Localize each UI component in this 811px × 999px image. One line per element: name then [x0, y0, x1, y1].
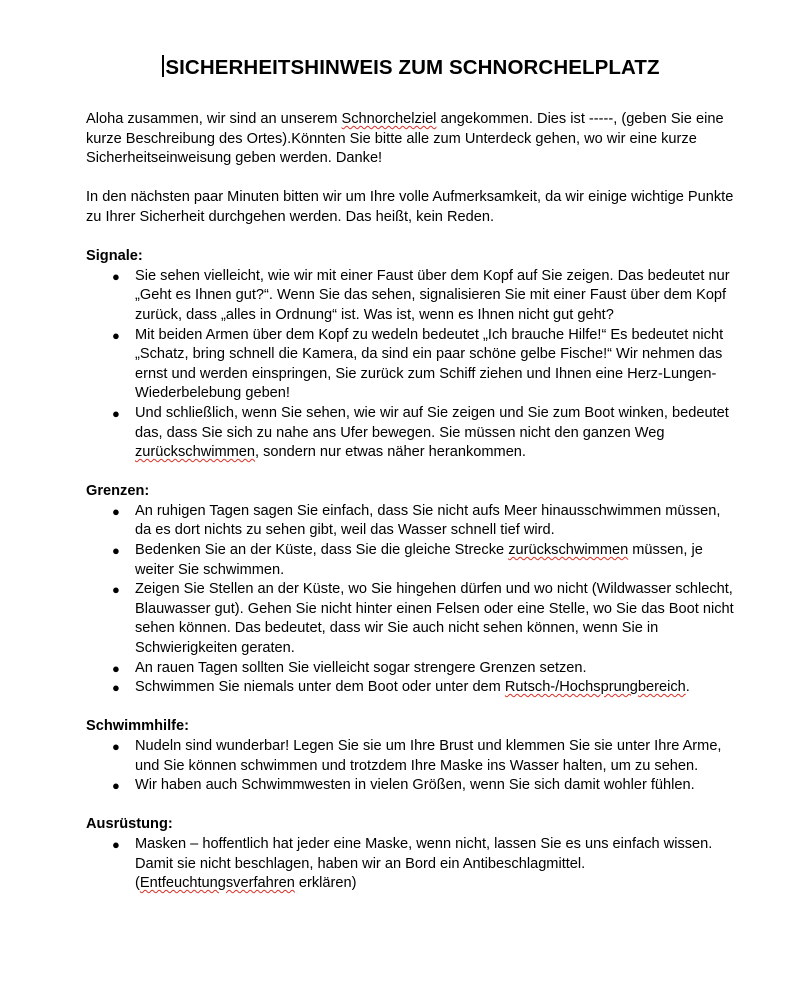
bullet-icon: ● — [112, 503, 120, 519]
text-run: Wir haben auch Schwimmwesten in vielen Größen, wenn Sie sich damit wohler fühlen. — [135, 777, 695, 794]
text-run: erklären) — [294, 875, 357, 892]
bullet-icon: ● — [112, 405, 120, 421]
bullet-item — [86, 267, 736, 326]
text-run: . — [685, 679, 690, 696]
intro-paragraph-2 — [86, 188, 736, 227]
text-run: Mit beiden Armen über dem Kopf zu wedeln bedeutet „Ich brauche Hilfe!“ Es bedeutet nicht „Schatz, bring schnell die Kamera, da sind ein paar schöne gelbe Fische!“ Wir nehmen das ernst und werden einspringen, Sie zurück zum Schiff ziehen und Ihnen eine Herz-Lungen-Wiederbelebung geben! — [135, 326, 724, 402]
text-run: Zeigen Sie Stellen an der Küste, wo Sie hingehen dürfen und wo nicht (Wildwasser schlecht, Blauwasser gut). Gehen Sie nicht hinter einen Felsen oder eine Stelle, wo Sie das Boot nicht sehen können. Das bedeutet, dass wir Sie auch nicht sehen können, wenn Sie in Schwierigkeiten geraten. — [135, 581, 734, 657]
section-heading: Signale: — [86, 248, 143, 265]
document-page — [86, 54, 736, 913]
bullet-item — [86, 541, 736, 580]
intro-paragraph-1 — [86, 110, 736, 169]
text-run: Schwimmen Sie niemals unter dem Boot oder unter dem — [135, 679, 505, 696]
bullet-item — [86, 326, 736, 404]
bullet-icon: ● — [112, 660, 120, 676]
misspelled-word: zurückschwimmen — [135, 444, 256, 461]
bullet-item — [86, 659, 736, 679]
bullet-list — [86, 835, 736, 894]
section-heading: Ausrüstung: — [86, 816, 173, 833]
sections-container — [86, 247, 736, 894]
bullet-item — [86, 404, 736, 463]
bullet-icon: ● — [112, 582, 120, 598]
bullet-list — [86, 502, 736, 698]
section-heading: Schwimmhilfe: — [86, 718, 189, 735]
text-run: An ruhigen Tagen sagen Sie einfach, dass Sie nicht aufs Meer hinausschwimmen müssen, da es dort nichts zu sehen gibt, weil das Wasser schnell tief wird. — [135, 502, 721, 539]
section-heading: Grenzen: — [86, 483, 150, 500]
bullet-icon: ● — [112, 836, 120, 852]
text-run: Und schließlich, wenn Sie sehen, wie wir auf Sie zeigen und Sie zum Boot winken, bedeutet das, dass Sie sich zu nahe ans Ufer bewegen. Sie müssen nicht den ganzen Weg — [135, 404, 729, 441]
text-run: müssen, je weiter Sie schwimmen. — [135, 542, 703, 578]
document-title: SICHERHEITSHINWEIS ZUM SCHNORCHELPLATZ — [86, 54, 736, 82]
text-run: In den nächsten paar Minuten bitten wir um Ihre volle Aufmerksamkeit, da wir einige wichtige Punkte zu Ihrer Sicherheit durchgehen werden. Das heißt, kein Reden. — [86, 189, 734, 225]
bullet-icon: ● — [112, 543, 120, 559]
bullet-icon: ● — [112, 327, 120, 343]
bullet-item — [86, 580, 736, 658]
text-run: Bedenken Sie an der Küste, dass Sie die gleiche Strecke — [135, 542, 509, 559]
misspelled-word: Entfeuchtungsverfahren — [139, 875, 295, 892]
bullet-list — [86, 737, 736, 796]
bullet-list — [86, 267, 736, 463]
misspelled-word: zurückschwimmen — [508, 542, 629, 559]
bullet-item — [86, 737, 736, 776]
bullet-icon: ● — [112, 268, 120, 284]
text-run: Sie sehen vielleicht, wie wir mit einer Faust über dem Kopf auf Sie zeigen. Das bedeutet nur „Geht es Ihnen gut?“. Wenn Sie das sehen, signalisieren Sie mit einer Faust über dem Kopf zurück, dass „alles in Ordnung“ ist. Was ist, wenn es Ihnen nicht gut geht? — [135, 267, 730, 323]
text-run: , sondern nur etwas näher herankommen. — [255, 444, 526, 461]
text-run: Masken – hoffentlich hat jeder eine Maske, wenn nicht, lassen Sie es uns einfach wissen. Damit sie nicht beschlagen, haben wir an Bord ein Antibeschlagmittel. ( — [135, 835, 713, 892]
bullet-item — [86, 776, 736, 796]
bullet-icon: ● — [112, 778, 120, 794]
text-run: An rauen Tagen sollten Sie vielleicht sogar strengere Grenzen setzen. — [135, 659, 587, 676]
bullet-item — [86, 835, 736, 894]
misspelled-word: Rutsch-/Hochsprungbereich — [504, 679, 686, 696]
bullet-item — [86, 502, 736, 541]
text-run: Nudeln sind wunderbar! Legen Sie sie um Ihre Brust und klemmen Sie sie unter Ihre Arme, und Sie können schwimmen und trotzdem Ihre Maske ins Wasser halten, um zu sehen. — [135, 738, 722, 774]
bullet-item — [86, 678, 736, 698]
bullet-icon: ● — [112, 739, 120, 754]
misspelled-word: Schnorchelziel — [341, 111, 437, 127]
text-run: angekommen. Dies ist -----, (geben Sie eine kurze Beschreibung des Ortes).Könnten Sie bitte alle zum Unterdeck gehen, wo wir eine kurze Sicherheitseinweisung geben werden. Danke! — [86, 111, 724, 167]
text-run: Aloha zusammen, wir sind an unserem — [86, 111, 342, 127]
bullet-icon: ● — [112, 680, 120, 696]
